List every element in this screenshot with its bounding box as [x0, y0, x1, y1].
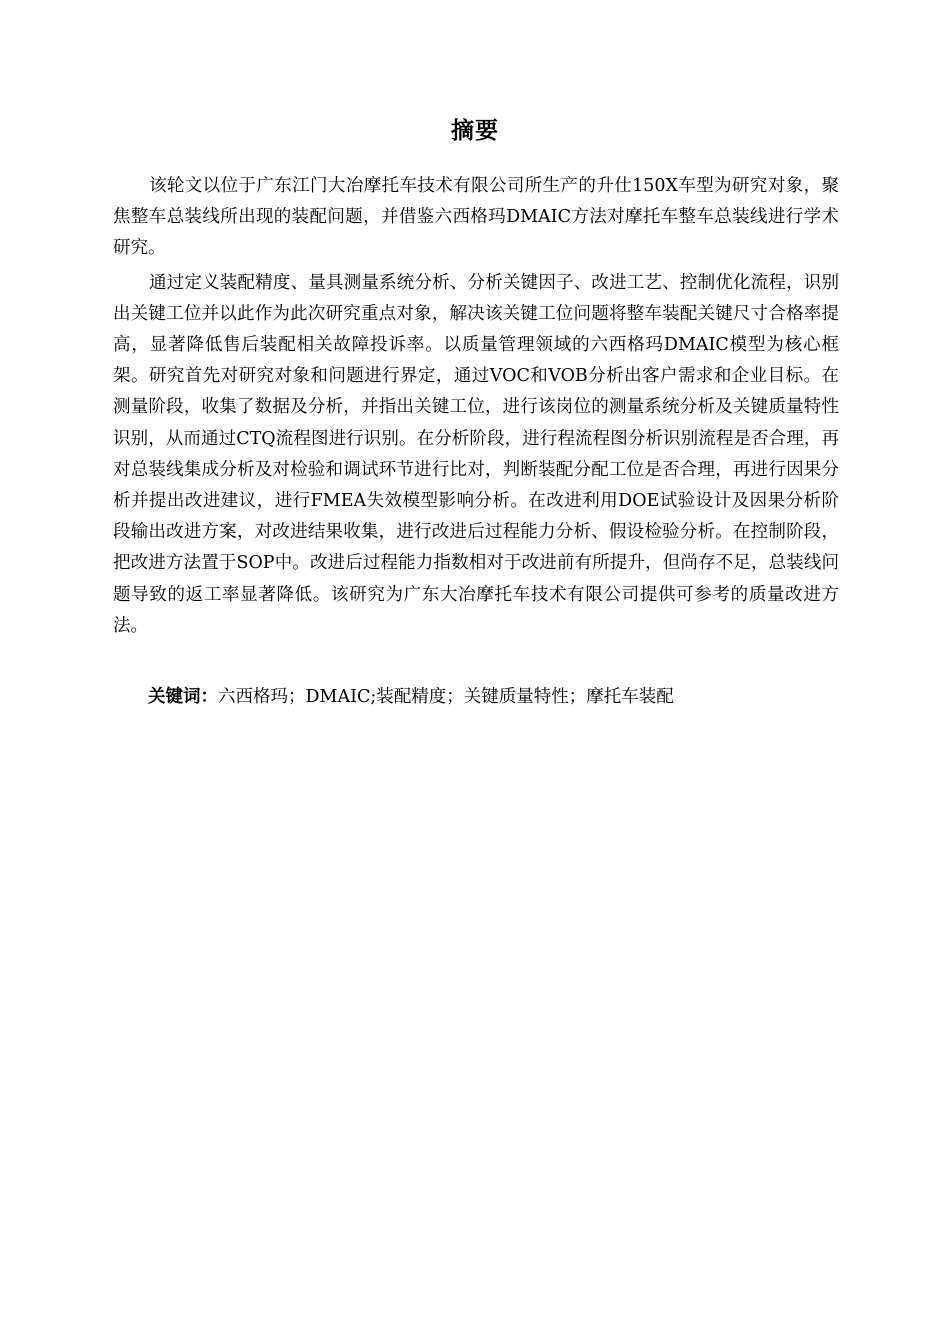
abstract-title: 摘要: [451, 118, 499, 144]
keywords-line: [148, 682, 838, 713]
keywords-text: 六西格玛；DMAIC;装配精度；关键质量特性；摩托车装配: [218, 687, 674, 707]
abstract-body: [113, 171, 839, 645]
abstract-paragraph-2: 通过定义装配精度、量具测量系统分析、分析关键因子、改进工艺、控制优化流程，识别出关键工位并以此作为此次研究重点对象，解决该关键工位问题将整车装配关键尺寸合格率提高，显著降低售后装配相关故障投诉率。以质量管理领域的六西格玛DMAIC模型为核心框架。研究首先对研究对象和问题进行界定，通过VOC和VOB分析出客户需求和企业目标。在测量阶段，收集了数据及分析，并指出关键工位，进行该岗位的测量系统分析及关键质量特性识别，从而通过CTQ流程图进行识别。在分析阶段，进行程流程图分析识别流程是否合理，再对总装线集成分析及对检验和调试环节进行比对，判断装配分配工位是否合理，再进行因果分析并提出改进建议，进行FMEA失效模型影响分析。在改进利用DOE试验设计及因果分析阶段输出改进方案，对改进结果收集，进行改进后过程能力分析、假设检验分析。在控制阶段，把改进方法置于SOP中。改进后过程能力指数相对于改进前有所提升，但尚存不足，总装线问题导致的返工率显著降低。该研究为广东大冶摩托车技术有限公司提供可参考的质量改进方法。: [113, 272, 839, 636]
keywords-label: 关键词：: [148, 687, 218, 707]
abstract-paragraph-1: 该轮文以位于广东江门大冶摩托车技术有限公司所生产的升仕150X车型为研究对象，聚焦整车总装线所出现的装配问题，并借鉴六西格玛DMAIC方法对摩托车整车总装线进行学术研究。: [113, 176, 839, 259]
